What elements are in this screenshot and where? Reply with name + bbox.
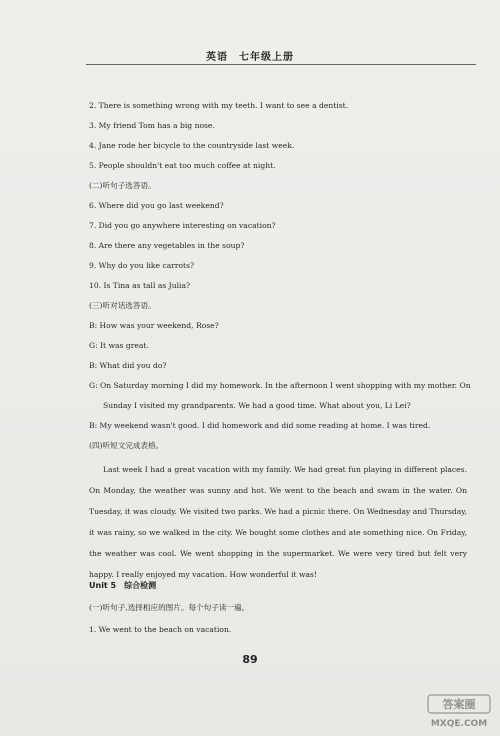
- text-line-10: 10. Is Tina as tall as Julia?: [89, 281, 191, 290]
- text-line-6: 6. Where did you go last weekend?: [89, 201, 224, 210]
- watermark-logo: [426, 692, 492, 732]
- dialogue-line-2: G: It was great.: [89, 341, 149, 350]
- section-heading-4: (四)听短文完成表格。: [89, 441, 164, 450]
- passage-text: Last week I had a great vacation with my family. We had great fun playing in different places. On Monday, the weather was sunny and hot. We went to the beach and swam in the water. On Tuesday, it was cloudy. We visited two parks. We had a picnic there. On Wednesday and Thursday, it was rainy, so we walked in the city. We bought some clothes and ate something nice. On Friday, the weather was cool. We went shopping in the supermarket. We were very tired but felt very happy. I really enjoyed my vacation. How wonderful it was!: [89, 465, 467, 579]
- dialogue-line-4: G: On Saturday morning I did my homework. In the afternoon I went shopping with my mother. On: [89, 381, 471, 390]
- unit-heading: Unit 5 综合检测: [89, 581, 157, 590]
- dialogue-line-3: B: What did you do?: [89, 361, 167, 370]
- text-line-9: 9. Why do you like carrots?: [89, 261, 195, 270]
- text-line-8: 8. Are there any vegetables in the soup?: [89, 241, 245, 250]
- header-rule: [86, 64, 476, 65]
- dialogue-line-5: Sunday I visited my grandparents. We had a good time. What about you, Li Lei?: [103, 401, 411, 410]
- passage-paragraph: [89, 459, 467, 585]
- svg-text:MXQE.COM: MXQE.COM: [430, 719, 488, 729]
- text-line-7: 7. Did you go anywhere interesting on vacation?: [89, 221, 276, 230]
- section-heading-2: (二)听句子选答语。: [89, 181, 156, 190]
- page-number: 89: [242, 653, 258, 666]
- section-heading-3: (三)听对话选答语。: [89, 301, 156, 310]
- svg-text:答案圈: 答案圈: [442, 698, 476, 711]
- unit-section-heading: (一)听句子,选择相应的图片。每个句子读一遍。: [89, 603, 250, 612]
- text-line-1: 2. There is something wrong with my teeth. I want to see a dentist.: [89, 101, 349, 110]
- unit-first-item: 1. We went to the beach on vacation.: [89, 625, 232, 634]
- text-line-4: 5. People shouldn't eat too much coffee at night.: [89, 161, 276, 170]
- dialogue-line-6: B: My weekend wasn't good. I did homework and did some reading at home. I was tired.: [89, 421, 431, 430]
- page-header-title: 英语 七年级上册: [206, 52, 294, 63]
- text-line-2: 3. My friend Tom has a big nose.: [89, 121, 215, 130]
- dialogue-line-1: B: How was your weekend, Rose?: [89, 321, 219, 330]
- text-line-3: 4. Jane rode her bicycle to the countryside last week.: [89, 141, 295, 150]
